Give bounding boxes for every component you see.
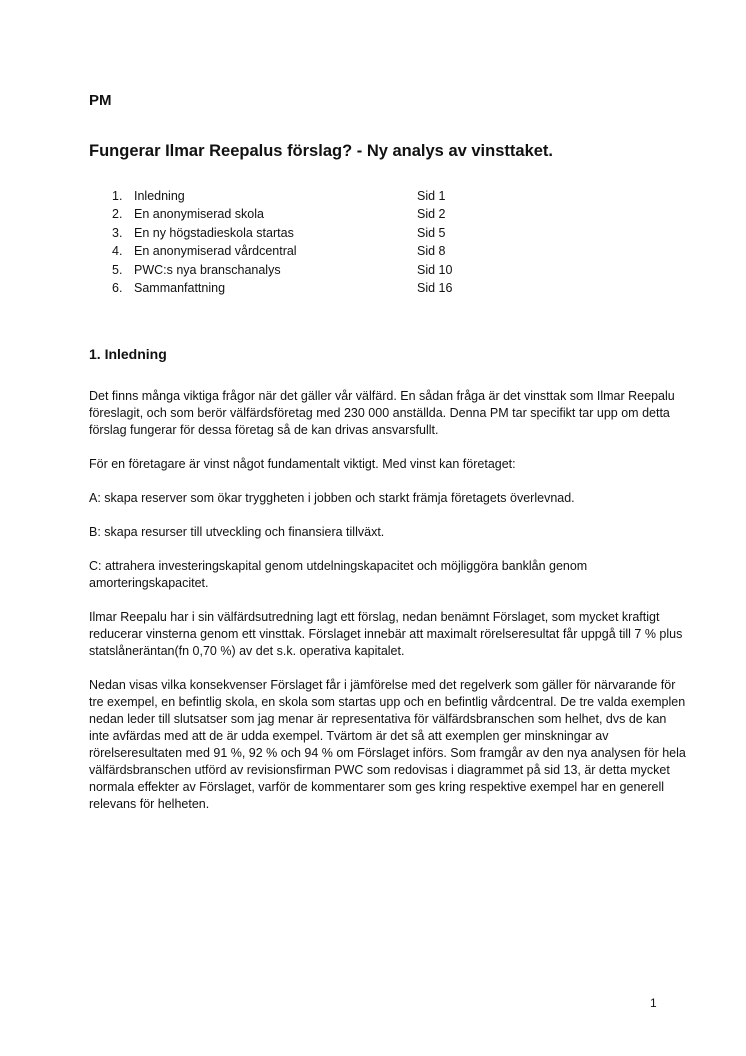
page-number: 1 — [650, 996, 657, 1010]
paragraph: B: skapa resurser till utveckling och finansiera tillväxt. — [89, 525, 385, 539]
toc-page: Sid 8 — [417, 244, 446, 259]
toc-page: Sid 16 — [417, 280, 453, 295]
toc-label: PWC:s nya branschanalys — [134, 262, 281, 277]
document-title: Fungerar Ilmar Reepalus förslag? - Ny analys av vinsttaket. — [89, 142, 553, 160]
toc-item — [112, 261, 512, 279]
toc-number: 4. — [112, 244, 123, 259]
toc-label: En anonymiserad skola — [134, 207, 264, 222]
paragraph: A: skapa reserver som ökar tryggheten i jobben och starkt främja företagets överlevnad. — [89, 491, 575, 505]
paragraph: Det finns många viktiga frågor när det gäller vår välfärd. En sådan fråga är det vinsttak som Ilmar Reepalu föreslagit, och som berör välfärdsföretag med 230 000 anställda. Denna PM tar specifikt tar upp om detta förslag fungerar för dessa företag så de kan drivas ansvarsfullt. — [89, 389, 675, 437]
toc-number: 5. — [112, 262, 123, 277]
toc-number: 6. — [112, 280, 123, 295]
toc-page: Sid 10 — [417, 262, 453, 277]
toc-label: Sammanfattning — [134, 280, 226, 295]
toc-label: En ny högstadieskola startas — [134, 225, 294, 240]
toc-number: 3. — [112, 225, 123, 240]
toc-number: 2. — [112, 207, 123, 222]
toc-item — [112, 279, 512, 297]
toc-item — [112, 224, 512, 242]
toc-item — [112, 187, 512, 205]
paragraph: Ilmar Reepalu har i sin välfärdsutredning lagt ett förslag, nedan benämnt Förslaget, som mycket kraftigt reducerar vinsterna genom ett vinsttak. Förslaget innebär att maximalt rörelseresultat får uppgå till 7 % plus statslåneräntan(fn 0,70 %) av det s.k. operativa kapitalet. — [89, 610, 683, 658]
section-heading: 1. Inledning — [89, 346, 167, 362]
paragraph: C: attrahera investeringskapital genom utdelningskapacitet och möjliggöra banklån genom amorteringskapacitet. — [89, 559, 588, 590]
paragraph: För en företagare är vinst något fundamentalt viktigt. Med vinst kan företaget: — [89, 457, 516, 471]
toc-page: Sid 1 — [417, 189, 446, 203]
table-of-contents — [112, 187, 512, 297]
paragraph: Nedan visas vilka konsekvenser Förslaget får i jämförelse med det regelverk som gäller för närvarande för tre exempel, en befintlig skola, en skola som startas upp och en befintlig vårdcentral. De tre valda exemplen nedan leder till slutsatser som jag menar är representativa för välfärdsbranschen som helhet, dvs de kan inte avfärdas med att de är udda exempel. Tvärtom är det så att exemplen ger minskningar av rörelseresultaten med 91 %, 92 % och 94 % om Förslaget införs. Som framgår av den nya analysen för hela välfärdsbranschen utförd av revisionsfirman PWC som redovisas i diagrammet på sid 13, är detta mycket normala effekter av Förslaget, varför de kommentarer som ges kring respektive exempel har en generell relevans för helheten. — [89, 678, 686, 811]
toc-item — [112, 242, 512, 260]
document-type-label: PM — [89, 92, 112, 109]
toc-number: 1. — [112, 189, 123, 203]
section-body — [89, 388, 689, 830]
toc-page: Sid 2 — [417, 207, 446, 222]
toc-label: En anonymiserad vårdcentral — [134, 244, 297, 259]
toc-item — [112, 205, 512, 223]
toc-page: Sid 5 — [417, 225, 446, 240]
toc-label: Inledning — [134, 189, 185, 203]
